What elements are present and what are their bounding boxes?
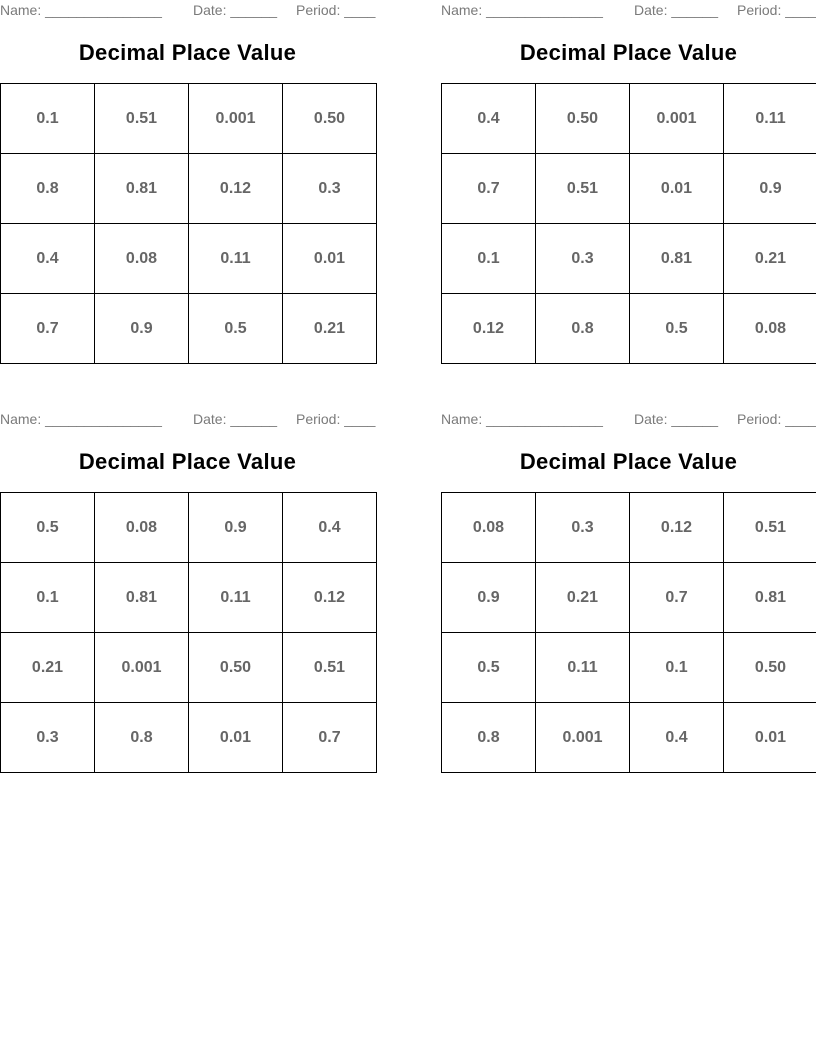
grid-cell: 0.08 [724, 294, 816, 364]
grid-cell: 0.9 [95, 294, 189, 364]
grid-cell: 0.8 [442, 703, 536, 773]
grid-cell: 0.001 [95, 633, 189, 703]
grid-cell: 0.11 [536, 633, 630, 703]
grid-cell: 0.11 [724, 84, 816, 154]
grid-cell: 0.08 [442, 493, 536, 563]
grid-row [1, 84, 377, 154]
grid-cell: 0.5 [442, 633, 536, 703]
worksheet-title: Decimal Place Value [519, 449, 738, 474]
worksheet-card-3 [0, 409, 375, 774]
grid-cell: 0.01 [189, 703, 283, 773]
grid-cell: 0.21 [283, 294, 377, 364]
grid-cell: 0.001 [189, 84, 283, 154]
name-field-label: Name: _______________ [0, 2, 162, 18]
grid-cell: 0.50 [536, 84, 630, 154]
grid-cell: 0.81 [95, 154, 189, 224]
grid-cell: 0.50 [724, 633, 816, 703]
date-field-label: Date: ______ [634, 2, 719, 18]
grid-cell: 0.4 [630, 703, 724, 773]
grid-cell: 0.21 [1, 633, 95, 703]
decimal-grid [0, 83, 377, 364]
grid-cell: 0.51 [724, 493, 816, 563]
grid-row [1, 154, 377, 224]
grid-cell: 0.9 [724, 154, 816, 224]
grid-cell: 0.50 [283, 84, 377, 154]
grid-row [1, 703, 377, 773]
grid-cell: 0.001 [630, 84, 724, 154]
grid-cell: 0.3 [536, 224, 630, 294]
student-info-header [441, 2, 816, 20]
grid-cell: 0.001 [536, 703, 630, 773]
grid-cell: 0.3 [283, 154, 377, 224]
grid-cell: 0.01 [283, 224, 377, 294]
grid-cell: 0.21 [536, 563, 630, 633]
grid-cell: 0.3 [1, 703, 95, 773]
name-field-label: Name: _______________ [441, 2, 603, 18]
grid-cell: 0.81 [95, 563, 189, 633]
name-field-label: Name: _______________ [441, 411, 603, 427]
grid-cell: 0.1 [1, 563, 95, 633]
grid-cell: 0.1 [442, 224, 536, 294]
grid-cell: 0.11 [189, 563, 283, 633]
grid-cell: 0.01 [724, 703, 816, 773]
grid-cell: 0.5 [189, 294, 283, 364]
grid-cell: 0.5 [630, 294, 724, 364]
period-field-label: Period: ____ [737, 2, 816, 18]
grid-cell: 0.7 [283, 703, 377, 773]
grid-cell: 0.1 [630, 633, 724, 703]
worksheet-card-2 [441, 0, 816, 365]
name-field-label: Name: _______________ [0, 411, 162, 427]
grid-cell: 0.8 [95, 703, 189, 773]
grid-row [442, 154, 816, 224]
worksheet-title: Decimal Place Value [78, 40, 297, 65]
grid-row [442, 703, 816, 773]
grid-row [1, 563, 377, 633]
grid-cell: 0.4 [283, 493, 377, 563]
worksheet-card-4 [441, 409, 816, 774]
worksheet-card-1 [0, 0, 375, 365]
grid-cell: 0.50 [189, 633, 283, 703]
grid-cell: 0.12 [189, 154, 283, 224]
date-field-label: Date: ______ [193, 2, 278, 18]
grid-cell: 0.08 [95, 224, 189, 294]
grid-cell: 0.81 [630, 224, 724, 294]
date-field-label: Date: ______ [634, 411, 719, 427]
grid-cell: 0.12 [442, 294, 536, 364]
student-info-header [0, 2, 375, 20]
grid-cell: 0.21 [724, 224, 816, 294]
grid-cell: 0.7 [630, 563, 724, 633]
grid-cell: 0.3 [536, 493, 630, 563]
student-info-header [0, 411, 375, 429]
grid-cell: 0.08 [95, 493, 189, 563]
grid-cell: 0.7 [1, 294, 95, 364]
grid-cell: 0.51 [95, 84, 189, 154]
grid-cell: 0.81 [724, 563, 816, 633]
grid-cell: 0.5 [1, 493, 95, 563]
decimal-grid [0, 492, 377, 773]
grid-row [442, 493, 816, 563]
grid-cell: 0.9 [442, 563, 536, 633]
grid-cell: 0.12 [630, 493, 724, 563]
date-field-label: Date: ______ [193, 411, 278, 427]
grid-row [442, 294, 816, 364]
grid-row [1, 493, 377, 563]
period-field-label: Period: ____ [296, 2, 376, 18]
period-field-label: Period: ____ [737, 411, 816, 427]
grid-row [1, 224, 377, 294]
grid-cell: 0.01 [630, 154, 724, 224]
student-info-header [441, 411, 816, 429]
grid-cell: 0.4 [442, 84, 536, 154]
grid-row [442, 84, 816, 154]
worksheet-title: Decimal Place Value [78, 449, 297, 474]
grid-row [442, 633, 816, 703]
grid-row [442, 224, 816, 294]
grid-cell: 0.51 [536, 154, 630, 224]
grid-row [1, 633, 377, 703]
grid-cell: 0.11 [189, 224, 283, 294]
grid-cell: 0.51 [283, 633, 377, 703]
worksheet-title: Decimal Place Value [519, 40, 738, 65]
grid-row [1, 294, 377, 364]
grid-cell: 0.8 [536, 294, 630, 364]
grid-row [442, 563, 816, 633]
decimal-grid [441, 492, 816, 773]
grid-cell: 0.9 [189, 493, 283, 563]
period-field-label: Period: ____ [296, 411, 376, 427]
grid-cell: 0.8 [1, 154, 95, 224]
grid-cell: 0.4 [1, 224, 95, 294]
decimal-grid [441, 83, 816, 364]
grid-cell: 0.1 [1, 84, 95, 154]
grid-cell: 0.7 [442, 154, 536, 224]
grid-cell: 0.12 [283, 563, 377, 633]
